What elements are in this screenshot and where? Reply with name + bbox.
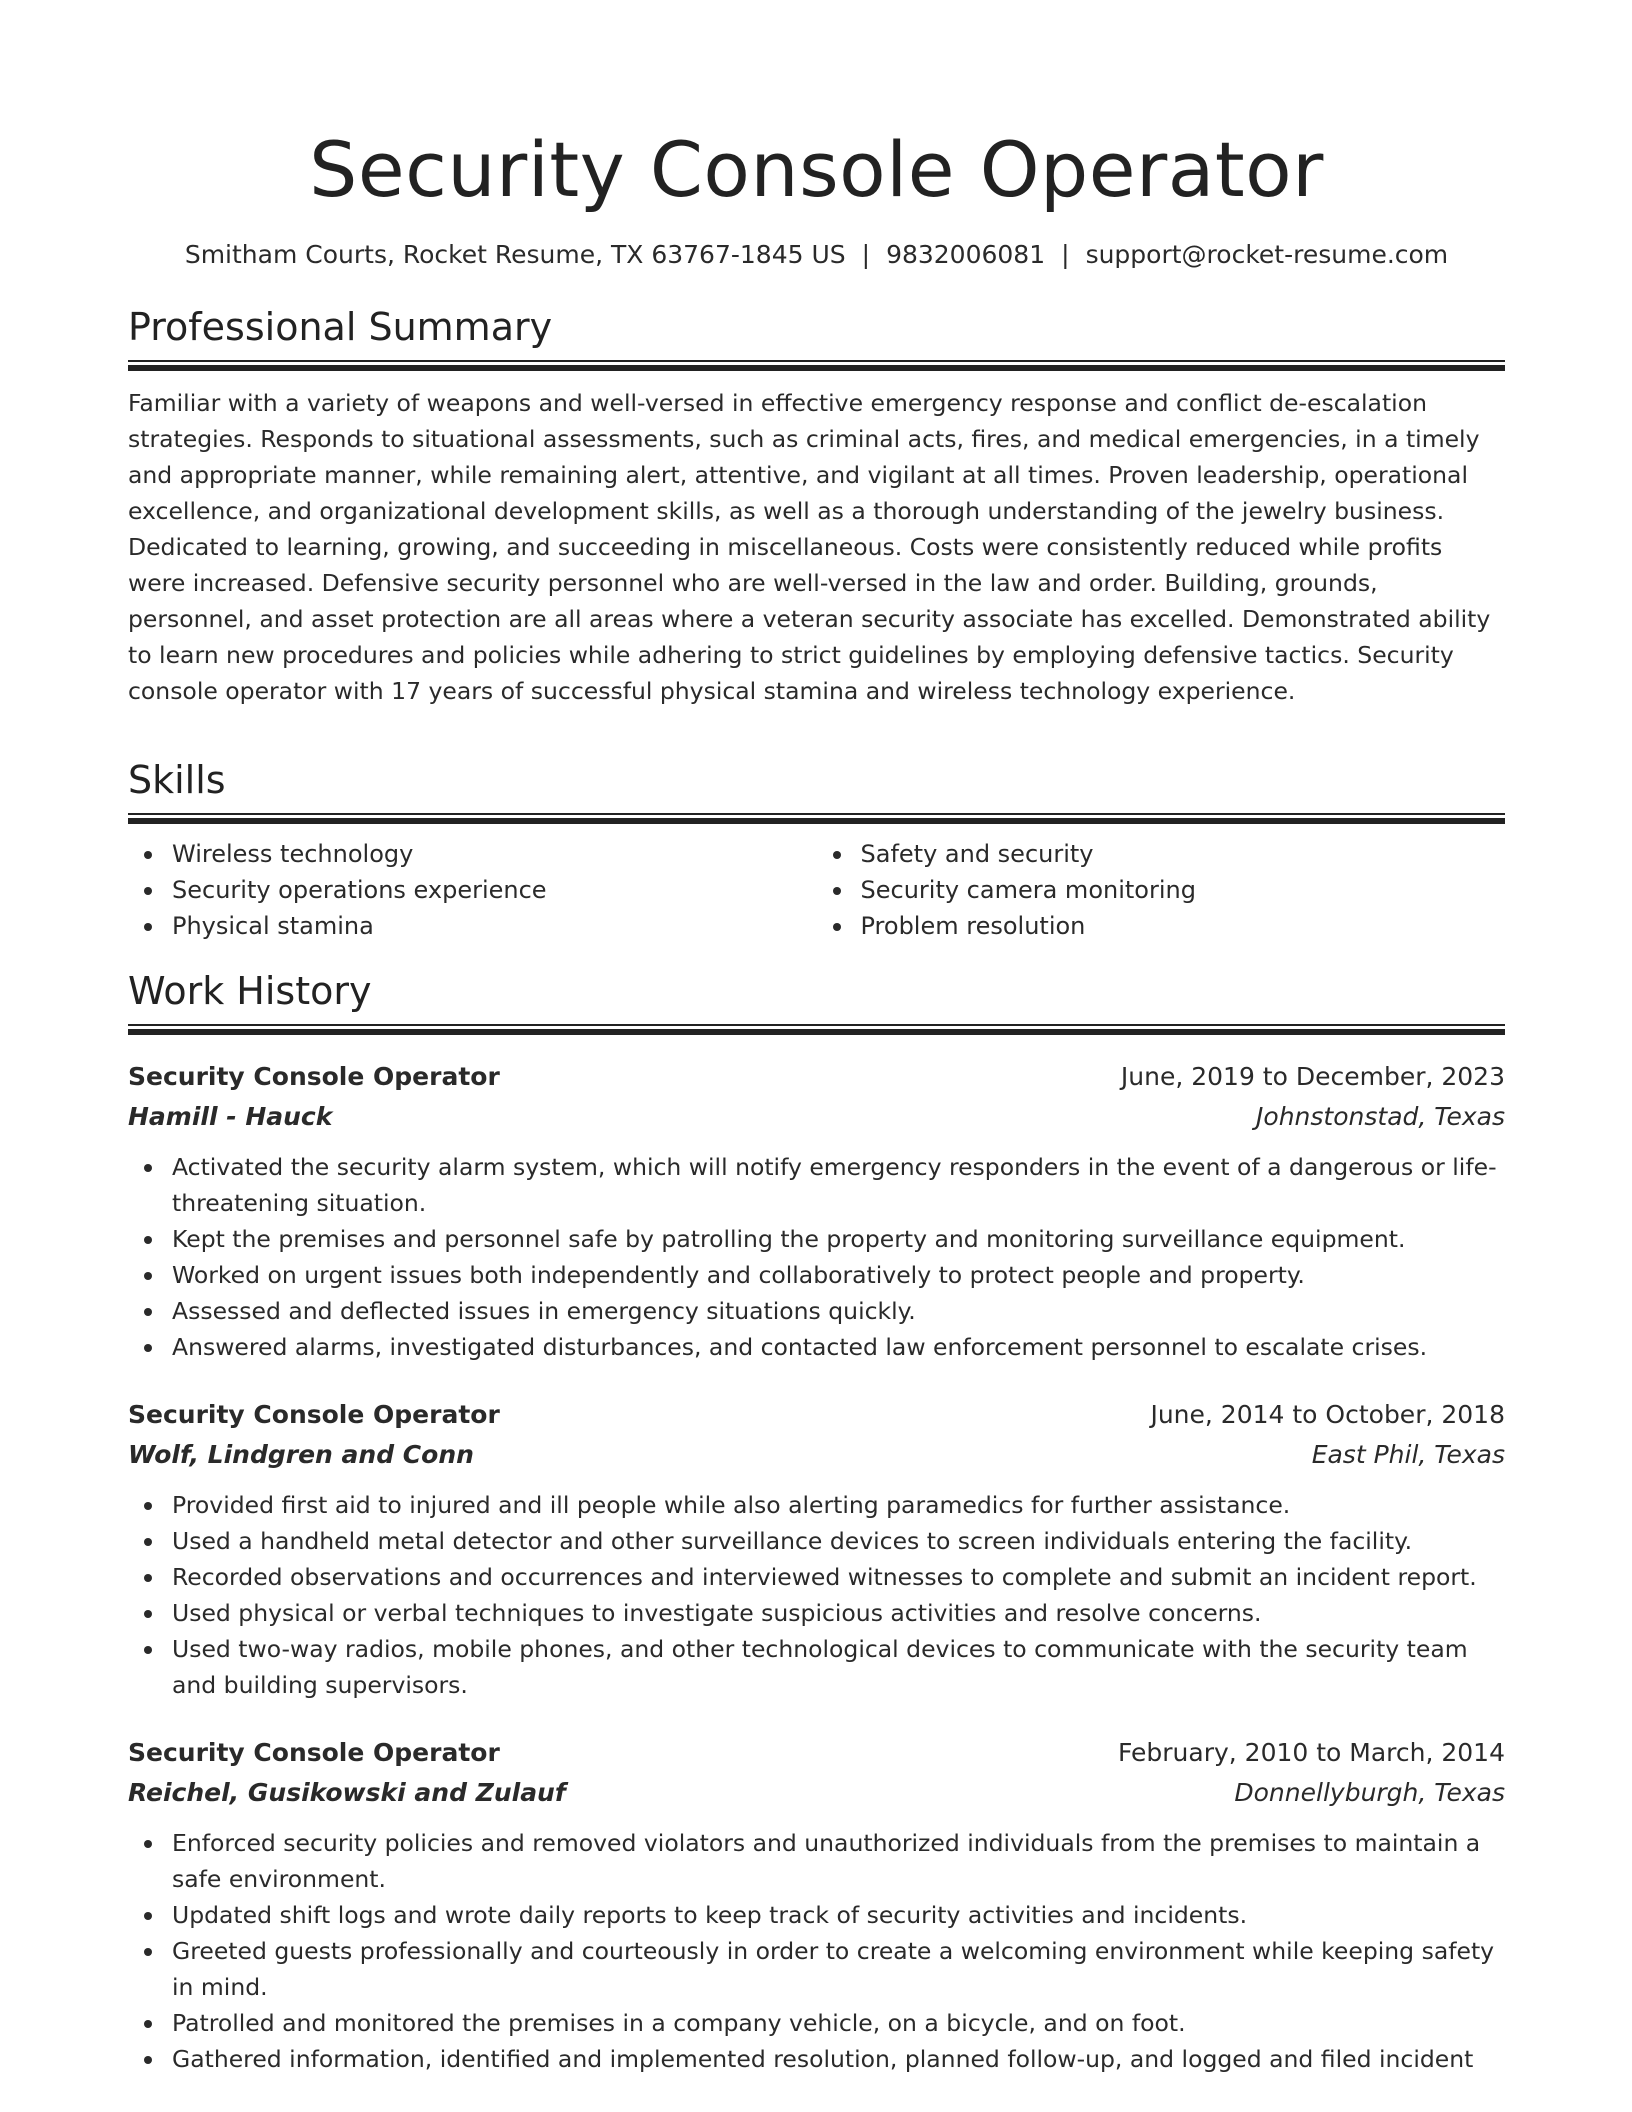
job-bullet: Provided first aid to injured and ill people while also alerting paramedics for further assistance. <box>172 1487 1505 1523</box>
skill-item: Physical stamina <box>172 908 817 944</box>
job-title: Security Console Operator <box>128 1399 500 1429</box>
summary-section <box>128 302 1505 709</box>
job-entry <box>128 1057 1505 1365</box>
job-bullet: Answered alarms, investigated disturbances, and contacted law enforcement personnel to escalate crises. <box>172 1329 1505 1365</box>
job-title: Security Console Operator <box>128 1061 500 1091</box>
job-bullet: Greeted guests professionally and courteously in order to create a welcoming environment while keeping safety in mind. <box>172 1933 1505 2005</box>
skill-item: Security camera monitoring <box>861 872 1506 908</box>
contact-email: support@rocket-resume.com <box>1085 240 1449 269</box>
job-bullet: Recorded observations and occurrences and interviewed witnesses to complete and submit an incident report. <box>172 1559 1505 1595</box>
job-entry <box>128 1733 1505 2077</box>
job-entry <box>128 1395 1505 1703</box>
contact-line <box>128 238 1505 272</box>
resume-title: Security Console Operator <box>309 125 1324 214</box>
job-bullet: Used two-way radios, mobile phones, and other technological devices to communicate with the security team and building supervisors. <box>172 1631 1505 1703</box>
skills-left-column <box>128 836 817 944</box>
contact-phone: 9832006081 <box>886 240 1046 269</box>
skills-right-column <box>817 836 1506 944</box>
job-company-row <box>128 1435 1505 1475</box>
job-company-row <box>128 1097 1505 1137</box>
job-bullet: Worked on urgent issues both independently and collaboratively to protect people and property. <box>172 1257 1505 1293</box>
job-bullet: Gathered information, identified and implemented resolution, planned follow-up, and logged and filed incident <box>172 2041 1505 2077</box>
job-bullet: Kept the premises and personnel safe by patrolling the property and monitoring surveillance equipment. <box>172 1221 1505 1257</box>
contact-separator: | <box>1061 240 1070 269</box>
job-header-row <box>128 1733 1505 1773</box>
job-header-row <box>128 1395 1505 1435</box>
job-company-row <box>128 1773 1505 1813</box>
skill-item: Security operations experience <box>172 872 817 908</box>
job-bullet: Updated shift logs and wrote daily reports to keep track of security activities and incidents. <box>172 1897 1505 1933</box>
job-bullets <box>128 1149 1505 1365</box>
job-bullet: Used physical or verbal techniques to investigate suspicious activities and resolve concerns. <box>172 1595 1505 1631</box>
job-bullet: Used a handheld metal detector and other surveillance devices to screen individuals entering the facility. <box>172 1523 1505 1559</box>
section-divider <box>128 360 1505 371</box>
job-bullet: Assessed and deflected issues in emergency situations quickly. <box>172 1293 1505 1329</box>
job-location: East Phil, Texas <box>1311 1439 1505 1469</box>
skill-item: Wireless technology <box>172 836 817 872</box>
job-company: Wolf, Lindgren and Conn <box>128 1439 474 1469</box>
job-bullet: Enforced security policies and removed violators and unauthorized individuals from the premises to maintain a safe environment. <box>172 1825 1505 1897</box>
job-bullets <box>128 1487 1505 1703</box>
job-company: Hamill - Hauck <box>128 1101 333 1131</box>
job-bullets <box>128 1825 1505 2077</box>
job-dates: February, 2010 to March, 2014 <box>1117 1737 1505 1767</box>
section-divider <box>128 1024 1505 1035</box>
skills-heading: Skills <box>128 757 226 802</box>
skills-grid <box>128 836 1505 944</box>
skills-section <box>128 755 1505 944</box>
summary-text: Familiar with a variety of weapons and well-versed in effective emergency response and conflict de-escalation strategies. Responds to situational assessments, such as criminal acts, fires, and medical emergencies, in a timely and appropriate manner, while remaining alert, attentive, and vigilant at all times. Proven leadership, operational excellence, and organizational development skills, as well as a thorough understanding of the jewelry business. Dedicated to learning, growing, and succeeding in miscellaneous. Costs were consistently reduced while profits were increased. Defensive security personnel who are well-versed in the law and order. Building, grounds, personnel, and asset protection are all areas where a veteran security associate has excelled. Demonstrated ability to learn new procedures and policies while adhering to strict guidelines by employing defensive tactics. Security console operator with 17 years of successful physical stamina and wireless technology experience. <box>128 389 1491 705</box>
job-bullet: Activated the security alarm system, which will notify emergency responders in the event of a dangerous or life-threatening situation. <box>172 1149 1505 1221</box>
job-dates: June, 2014 to October, 2018 <box>1150 1399 1505 1429</box>
job-header-row <box>128 1057 1505 1097</box>
job-location: Donnellyburgh, Texas <box>1234 1777 1505 1807</box>
contact-address: Smitham Courts, Rocket Resume, TX 63767-1845 US <box>184 240 846 269</box>
summary-heading: Professional Summary <box>128 305 553 349</box>
work-history-section <box>128 966 1505 2077</box>
job-location: Johnstonstad, Texas <box>1256 1101 1505 1131</box>
work-history-heading: Work History <box>128 968 372 1013</box>
job-title: Security Console Operator <box>128 1737 500 1767</box>
job-bullet: Patrolled and monitored the premises in a company vehicle, on a bicycle, and on foot. <box>172 2005 1505 2041</box>
job-company: Reichel, Gusikowski and Zulauf <box>128 1777 566 1807</box>
job-dates: June, 2019 to December, 2023 <box>1120 1061 1505 1091</box>
skill-item: Safety and security <box>861 836 1506 872</box>
contact-separator: | <box>861 240 871 269</box>
section-divider <box>128 813 1505 824</box>
skill-item: Problem resolution <box>861 908 1506 944</box>
